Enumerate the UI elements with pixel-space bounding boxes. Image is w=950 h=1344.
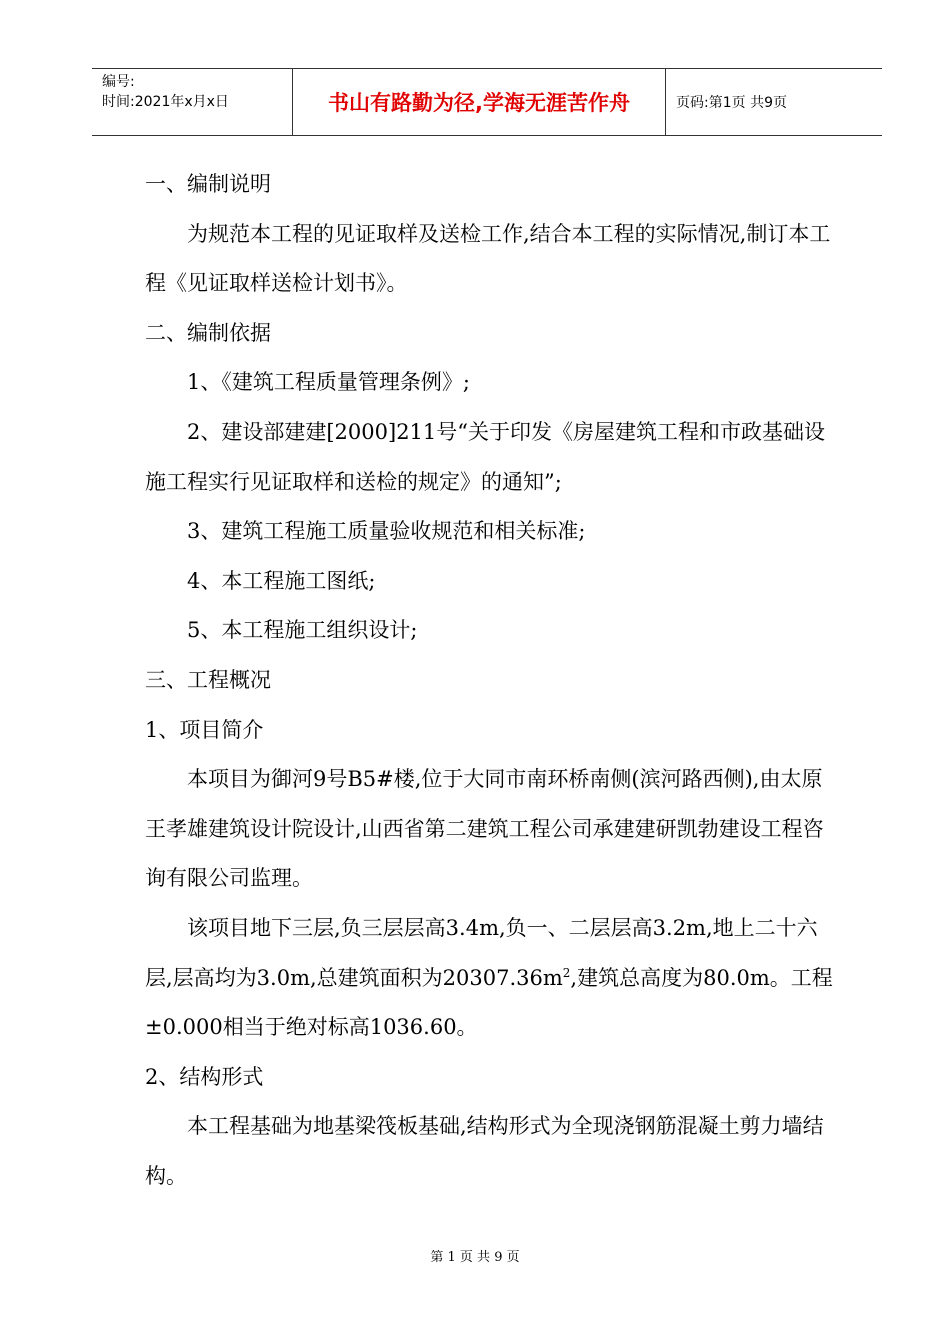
section-3-title: 三、工程概况 bbox=[145, 667, 271, 692]
section-2-title: 二、编制依据 bbox=[145, 320, 271, 345]
structure-paragraph: 本工程基础为地基梁筏板基础,结构形式为全现浇钢筋混凝土剪力墙结构。 bbox=[145, 1114, 824, 1188]
section-1-paragraph: 为规范本工程的见证取样及送检工作,结合本工程的实际情况,制订本工程《见证取样送检计划书》。 bbox=[145, 221, 831, 296]
project-details-paragraph bbox=[145, 904, 835, 1053]
subsection-2-title: 2、结构形式 bbox=[145, 1064, 264, 1089]
project-details-text-b: ,建筑总高度为80.0m。工程±0.000相当于绝对标高1036.60。 bbox=[145, 965, 833, 1040]
basis-item-2: 2、建设部建建[2000]211号“关于印发《房屋建筑工程和市政基础设施工程实行见证取样和送检的规定》的通知”; bbox=[145, 419, 826, 494]
basis-item-1: 1、《建筑工程质量管理条例》; bbox=[187, 370, 470, 395]
subsection-1-title: 1、项目简介 bbox=[145, 717, 264, 742]
basis-item-3: 3、建筑工程施工质量验收规范和相关标准; bbox=[187, 519, 586, 544]
time-label: 时间:2021年x月x日 bbox=[102, 94, 229, 110]
header-motto: 书山有路勤为径,学海无涯苦作舟 bbox=[293, 69, 666, 135]
number-label: 编号: bbox=[102, 74, 135, 90]
project-details-text-a: 该项目地下三层,负三层层高3.4m,负一、二层层高3.2m,地上二十六层,层高均为3.0m,总建筑面积为20307.36m bbox=[145, 915, 818, 990]
header-meta bbox=[92, 69, 293, 135]
section-1-title: 一、编制说明 bbox=[145, 172, 271, 196]
page-footer: 第 1 页 共 9 页 bbox=[430, 1250, 520, 1265]
basis-item-4: 4、本工程施工图纸; bbox=[187, 568, 376, 593]
area-unit-superscript: 2 bbox=[562, 965, 571, 980]
document-body bbox=[145, 160, 835, 1201]
project-intro-paragraph: 本项目为御河9号B5#楼,位于大同市南环桥南侧(滨河路西侧),由太原王孝雄建筑设计院设计,山西省第二建筑工程公司承建建研凯勃建设工程咨询有限公司监理。 bbox=[145, 767, 824, 891]
header-page-info: 页码:第1页 共9页 bbox=[676, 95, 787, 111]
page-header bbox=[92, 68, 882, 136]
basis-item-5: 5、本工程施工组织设计; bbox=[187, 618, 418, 643]
